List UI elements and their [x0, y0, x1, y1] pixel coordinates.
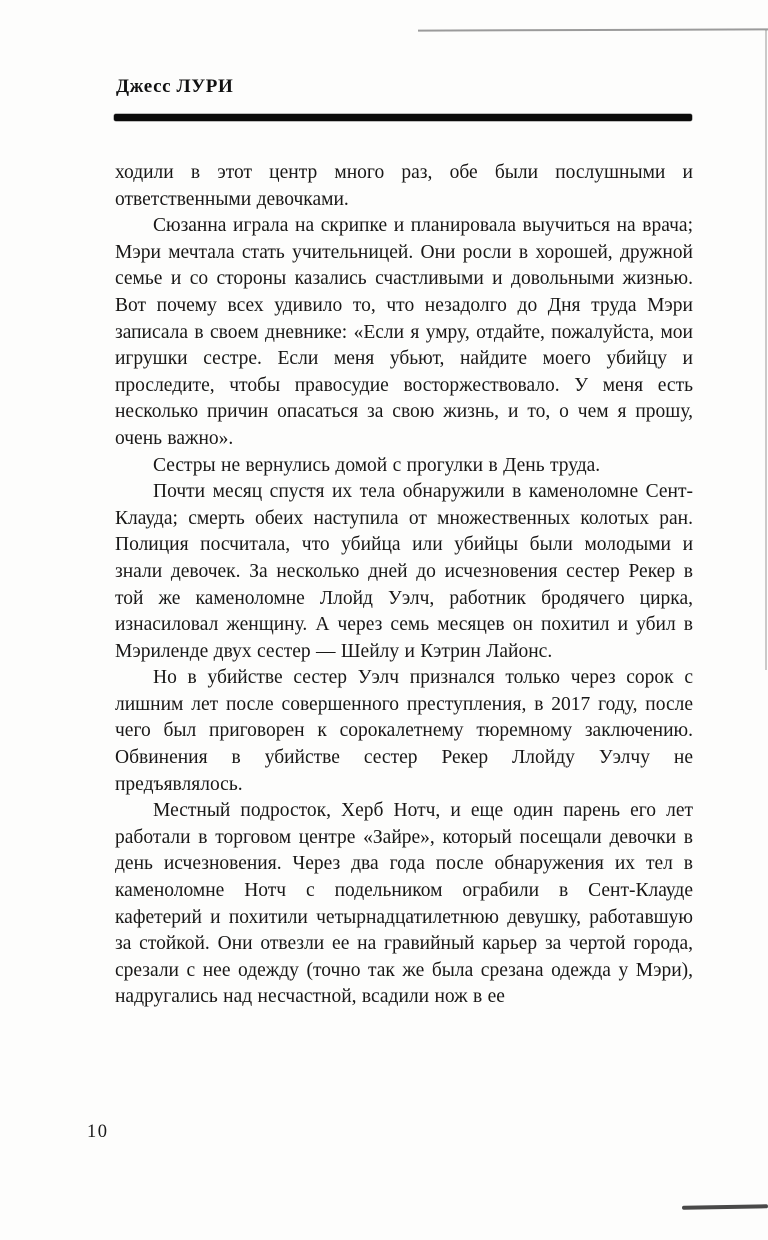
paragraph: Почти месяц спустя их тела обнаружили в каменоломне Сент-Клауда; смерть обеих наступила от множественных колотых ран. Полиция посчитала, что убийца или убийцы были молодыми и знали девочек. За несколько дней до исчезновения сестер Рекер в той же каменоломне Ллойд Уэлч, работник бродячего цирка, изнасиловал женщину. А через семь месяцев он похитил и убил в Мэриленде двух сестер — Шейлу и Кэтрин Лайонс. — [115, 481, 693, 662]
paragraph: ходили в этот центр много раз, обе были послушными и ответственными девочками. — [115, 162, 693, 210]
author-running-head: Джесс ЛУРИ — [116, 76, 234, 97]
paragraph: Сестры не вернулись домой с прогулки в День труда. — [153, 454, 601, 476]
paragraph: Но в убийстве сестер Уэлч признался только через сорок с лишним лет после совершенного преступления, в 2017 году, после чего был приговорен к сорокалетнему тюремному заключению. Обвинения в убийстве сестер Рекер Ллойду Уэлчу не предъявлялось. — [115, 667, 693, 795]
scan-artifact-top-line — [418, 28, 768, 31]
body-text-column — [115, 160, 693, 1011]
scan-artifact-right-line — [765, 30, 767, 670]
header-rule — [114, 114, 692, 121]
paragraph: Местный подросток, Херб Нотч, и еще один парень его лет работали в торговом центре «Зайре», который посещали девочки в день исчезновения. Через два года после обнаружения их тел в каменоломне Нотч с подельником ограбили в Сент-Клауде кафетерий и похитили четырнадцатилетнюю девушку, работавшую за стойкой. Они отвезли ее на гравийный карьер за чертой города, срезали с нее одежду (точно так же была срезана одежда у Мэри), надругались над несчастной, всадили нож в ее — [115, 800, 693, 1008]
paragraph: Сюзанна играла на скрипке и планировала выучиться на врача; Мэри мечтала стать учительницей. Они росли в хорошей, дружной семье и со стороны казались счастливыми и довольными жизнью. Вот почему всех удивило то, что незадолго до Дня труда Мэри записала в своем дневнике: «Если я умру, отдайте, пожалуйста, мои игрушки сестре. Если меня убьют, найдите моего убийцу и проследите, чтобы правосудие восторжествовало. У меня есть несколько причин опасаться за свою жизнь, и то, о чем я прошу, очень важно». — [115, 215, 693, 449]
scan-artifact-corner-mark — [682, 1204, 768, 1210]
page-number: 10 — [87, 1122, 109, 1142]
